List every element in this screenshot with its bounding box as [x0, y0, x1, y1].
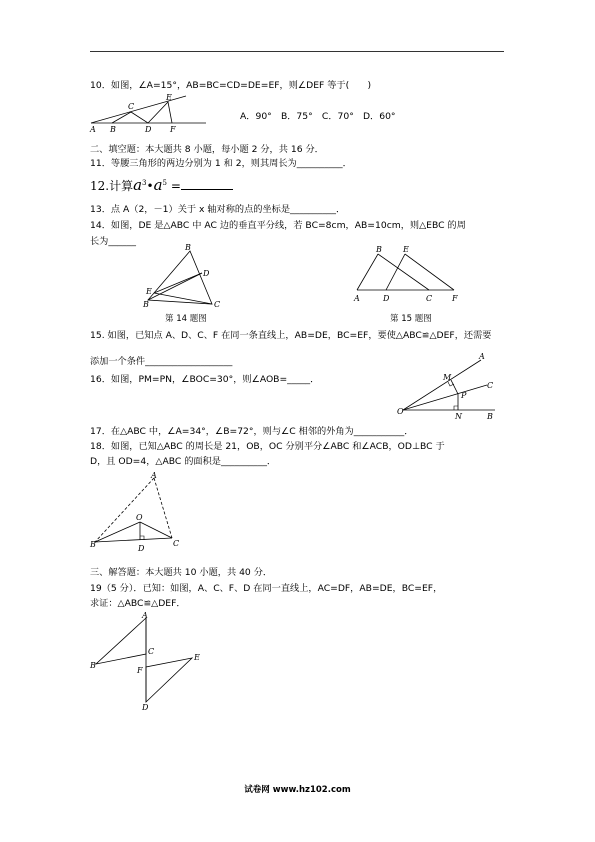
q19-label-e: E — [194, 653, 200, 662]
q19-label-f: F — [137, 666, 143, 675]
q12-exponent-1: 3 — [142, 179, 147, 187]
q18-label-a: A — [151, 471, 157, 480]
q12-base-2: a — [153, 176, 163, 194]
figure-q19 — [88, 612, 208, 712]
q16-label-m: M — [443, 373, 452, 382]
q12-dot: • — [146, 179, 154, 193]
q19-label-a: A — [142, 611, 148, 620]
q16-label-c: C — [487, 381, 494, 390]
q12-base-1: a — [133, 176, 143, 194]
q10-label-d: D — [145, 125, 152, 134]
q18-label-o: O — [136, 513, 143, 522]
q16-label-b: B — [487, 412, 493, 421]
question-14-line2: 长为______ — [90, 236, 136, 247]
figure-q18 — [88, 470, 188, 555]
question-12 — [90, 176, 233, 194]
section-3-heading: 三、解答题：本大题共 10 小题，共 40 分． — [90, 567, 273, 578]
question-14-line1: 14．如图，DE 是△ABC 中 AC 边的垂直平分线，若 BC=8cm，AB=10cm，则△EBC 的周 — [90, 220, 466, 231]
q18-label-c: C — [173, 539, 180, 548]
caption-fig15: 第 15 题图 — [390, 314, 432, 324]
question-11: 11．等腰三角形的两边分别为 1 和 2，则其周长为__________． — [90, 158, 352, 169]
question-10-options: A．90° B．75° C．70° D．60° — [240, 111, 396, 122]
question-18-line1: 18．如图，已知△ABC 的周长是 21，OB，OC 分别平分∠ABC 和∠ACB，OD⊥BC 于 — [90, 441, 445, 452]
q15-label-e: E — [403, 245, 409, 254]
caption-fig14: 第 14 题图 — [165, 314, 207, 324]
q16-label-a: A — [479, 352, 485, 361]
q19-label-c: C — [148, 647, 155, 656]
question-10: 10．如图，∠A=15°，AB=BC=CD=DE=EF，则∠DEF 等于( ) — [90, 80, 372, 91]
section-2-heading: 二、填空题：本大题共 8 小题，每小题 2 分，共 16 分． — [90, 144, 324, 155]
q14-label-b: B — [143, 300, 149, 309]
question-16: 16．如图，PM=PN，∠BOC=30°，则∠AOB=_____． — [90, 374, 320, 385]
q10-label-a: A — [90, 125, 96, 134]
figure-q10 — [88, 90, 213, 134]
q16-label-o: O — [397, 407, 404, 416]
q12-exponent-2: 5 — [162, 179, 168, 187]
header-rule — [90, 51, 504, 52]
question-15-line1: 15. 如图，已知点 A、D、C、F 在同一条直线上，AB=DE，BC=EF，要使△ABC≌△DEF，还需要 — [90, 330, 492, 341]
q12-equals: = — [170, 179, 181, 193]
q19-label-d: D — [142, 703, 149, 712]
question-18-line2: D，且 OD=4，△ABC 的面积是__________． — [90, 456, 277, 467]
q10-label-b: B — [110, 125, 116, 134]
q15-label-a: A — [354, 294, 360, 303]
q15-label-d: D — [383, 294, 390, 303]
q14-label-e: E — [146, 287, 152, 296]
figure-q14 — [140, 245, 225, 310]
question-15-line2: 添加一个条件___________________ — [90, 356, 233, 367]
q18-label-d: D — [138, 544, 145, 553]
figure-q15 — [350, 243, 465, 305]
figure-q16 — [395, 350, 500, 422]
q15-label-f: F — [452, 294, 458, 303]
question-19-line1: 19（5 分）．已知：如图，A、C、F、D 在同一直线上，AC=DF，AB=DE，BC=EF， — [90, 583, 443, 594]
q10-label-c: C — [128, 102, 135, 111]
q14-label-d: D — [203, 269, 210, 278]
q10-label-f: F — [170, 125, 176, 134]
q10-label-e: E — [166, 93, 172, 102]
q15-label-b: B — [376, 245, 382, 254]
question-17: 17．在△ABC 中，∠A=34°，∠B=72°，则与∠C 相邻的外角为___________． — [90, 426, 414, 437]
q14-label-c: C — [214, 300, 221, 309]
q15-label-c: C — [426, 294, 433, 303]
q12-prefix: 12.计算 — [90, 179, 134, 193]
footer-watermark: 试卷网 www.hz102.com — [244, 785, 351, 795]
q14-label-top: B — [185, 243, 191, 252]
q16-label-n: N — [455, 412, 462, 421]
q16-label-p: P — [461, 391, 467, 400]
question-13: 13．点 A（2，－1）关于 x 轴对称的点的坐标是__________． — [90, 204, 346, 215]
q19-label-b: B — [90, 661, 96, 670]
q18-label-b: B — [90, 540, 96, 549]
question-19-line2: 求证：△ABC≌△DEF． — [90, 598, 186, 609]
q12-answer-blank — [181, 189, 233, 190]
